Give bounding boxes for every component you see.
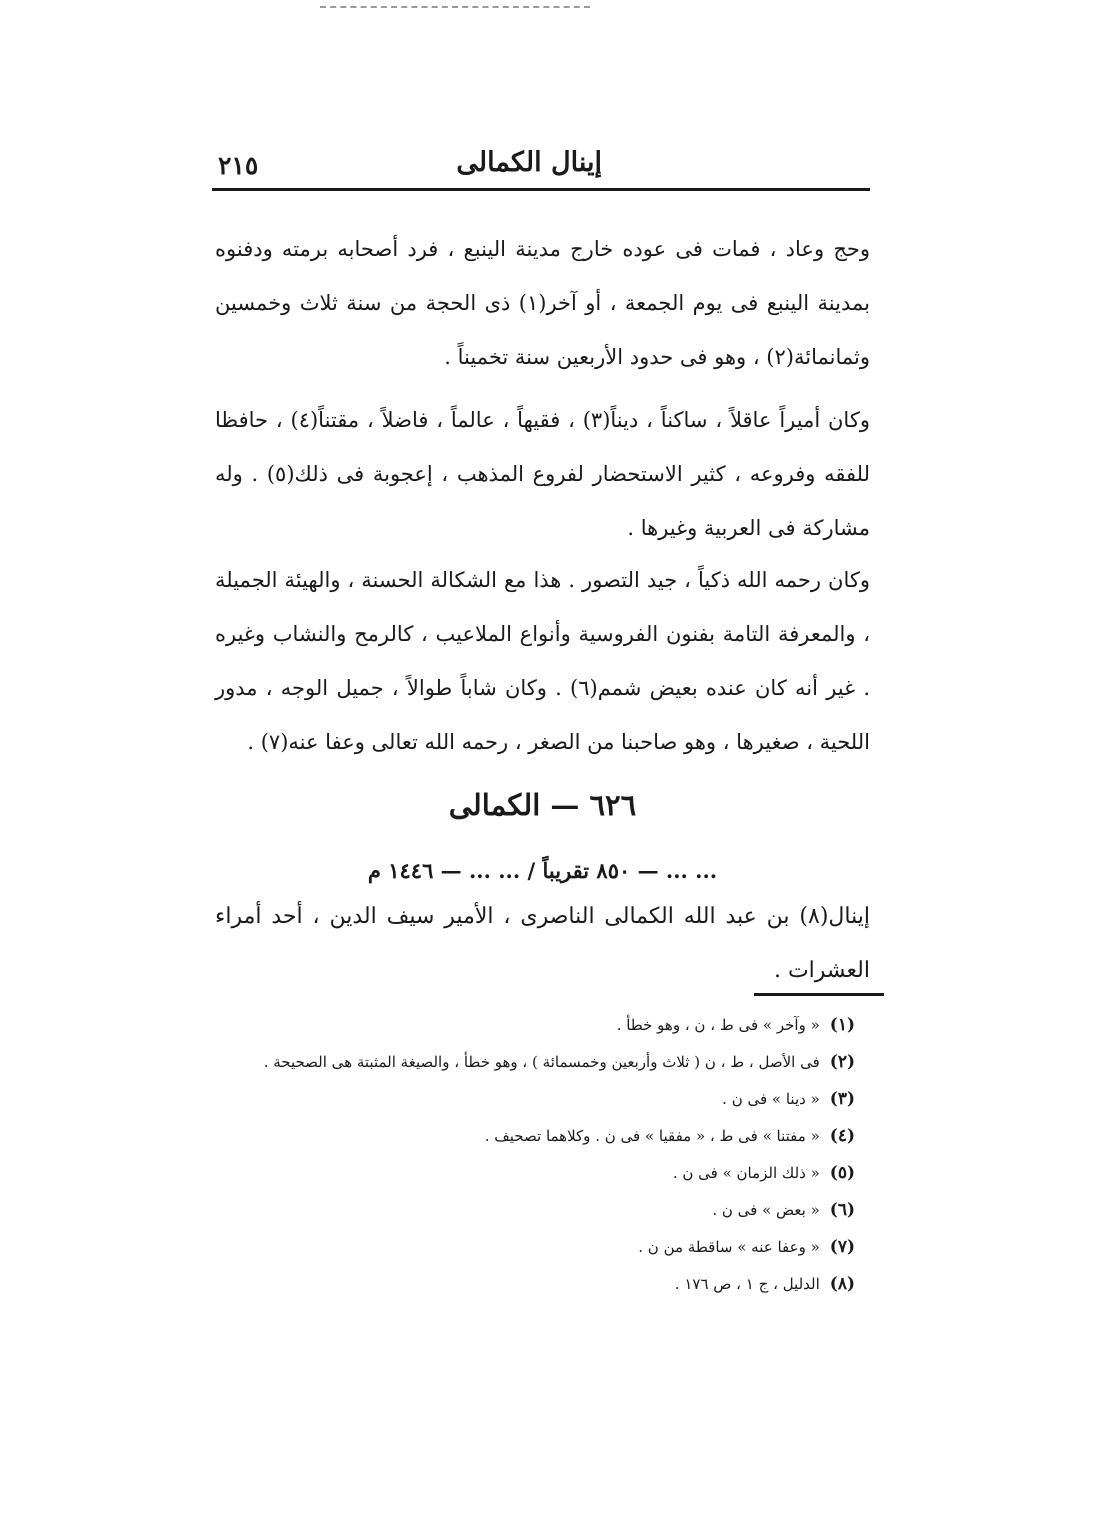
entry-heading: ٦٢٦ — الكمالى — [448, 788, 637, 822]
running-title: إينال الكمالى — [456, 147, 602, 178]
page-number: ٢١٥ — [218, 151, 259, 180]
footnote-number: (٨) — [829, 1274, 855, 1294]
paragraph-2: وكان أميراً عاقلاً ، ساكناً ، ديناً(٣) ، فقيهاً ، عالماً ، فاضلاً ، مقتناً(٤) ، حافظا للفقه وفروعه ، كثير الاستحضار لفروع المذهب ، إعجوبة فى ذلك(٥) . وله مشاركة فى العربية وغيرها . — [215, 408, 870, 540]
footnote-5 — [225, 1162, 855, 1184]
entry-dates: ... ... — ٨٥٠ تقريباً / ... ... — ١٤٤٦ م — [367, 858, 718, 883]
footnote-4 — [225, 1125, 855, 1147]
footnote-2 — [225, 1051, 855, 1073]
footnote-number: (٧) — [829, 1237, 855, 1257]
footnote-text: « دينا » فى ن . — [722, 1090, 820, 1108]
footnote-number: (١) — [829, 1015, 855, 1035]
footnote-7 — [225, 1236, 855, 1258]
paragraph-3: وكان رحمه الله ذكياً ، جيد التصور . هذا مع الشكالة الحسنة ، والهيئة الجميلة ، والمعرفة التامة بفنون الفروسية وأنواع الملاعيب ، كالرمح والنشاب وغيره . غير أنه كان عنده بعيض شمم(٦) . وكان شاباً طوالاً ، جميل الوجه ، مدور اللحية ، صغيرها ، وهو صاحبنا من الصغر ، رحمه الله تعالى وعفا عنه(٧) . — [215, 568, 870, 754]
footnote-1 — [225, 1014, 855, 1036]
footnote-3 — [225, 1088, 855, 1110]
footnote-rule — [754, 993, 884, 996]
scan-edge-line — [320, 6, 590, 8]
running-header — [212, 145, 872, 189]
entry-text: إينال(٨) بن عبد الله الكمالى الناصرى ، الأمير سيف الدين ، أحد أمراء العشرات . — [215, 904, 870, 983]
footnote-number: (٢) — [829, 1052, 855, 1072]
footnote-number: (٤) — [829, 1126, 855, 1146]
footnotes-list — [225, 1014, 855, 1310]
footnote-8 — [225, 1273, 855, 1295]
footnote-text: فى الأصل ، ط ، ن ( ثلاث وأربعين وخمسمائة ) ، وهو خطأ ، والصيغة المثبتة هى الصحيحة . — [263, 1053, 820, 1071]
footnote-number: (٣) — [829, 1089, 855, 1109]
header-rule — [212, 188, 870, 191]
footnote-text: « وآخر » فى ط ، ن ، وهو خطأ . — [616, 1016, 820, 1034]
footnote-text: « بعض » فى ن . — [712, 1201, 820, 1219]
footnote-text: « مفتنا » فى ط ، « مفقيا » فى ن . وكلاهما تصحيف . — [484, 1127, 820, 1145]
footnote-number: (٦) — [829, 1200, 855, 1220]
footnote-text: « ذلك الزمان » فى ن . — [672, 1164, 820, 1182]
footnote-number: (٥) — [829, 1163, 855, 1183]
footnote-text: الدليل ، ج ١ ، ص ١٧٦ . — [674, 1275, 820, 1293]
footnote-text: « وعفا عنه » ساقطة من ن . — [638, 1238, 820, 1256]
footnote-6 — [225, 1199, 855, 1221]
paragraph-1: وحج وعاد ، فمات فى عوده خارج مدينة الينبع ، فرد أصحابه برمته ودفنوه بمدينة الينبع فى يوم الجمعة ، أو آخر(١) ذى الحجة من سنة ثلاث وخمسين وثمانمائة(٢) ، وهو فى حدود الأربعين سنة تخميناً . — [215, 237, 870, 369]
